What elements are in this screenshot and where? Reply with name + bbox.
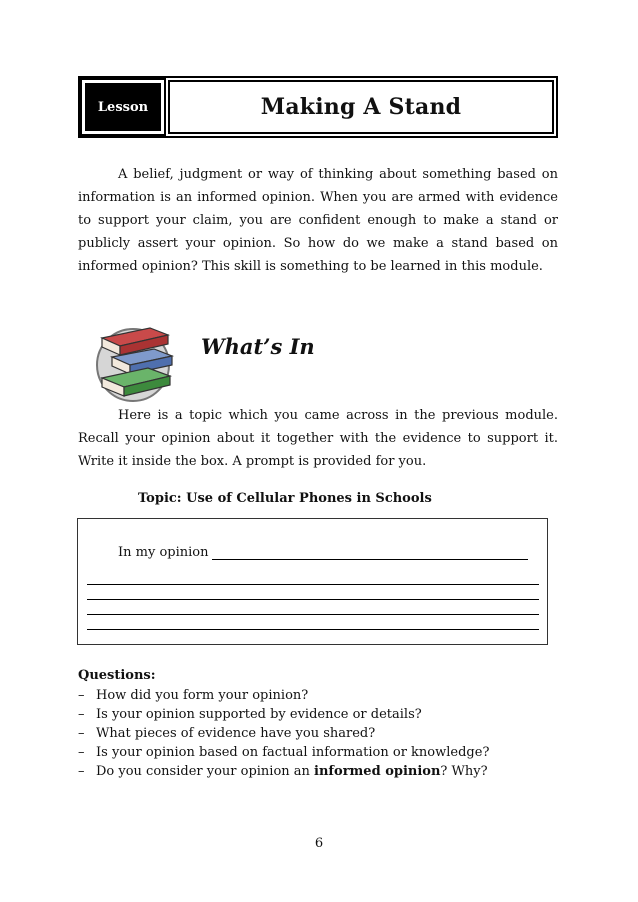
list-item <box>78 743 489 762</box>
opinion-prompt: In my opinion <box>118 545 209 560</box>
opinion-blank[interactable] <box>212 545 528 560</box>
topic-label: Topic: Use of Cellular Phones in Schools <box>138 491 432 506</box>
list-item <box>78 686 489 705</box>
question-text-after: ? Why? <box>440 764 488 779</box>
question-text: Is your opinion supported by evidence or details? <box>96 707 422 722</box>
question-text: What pieces of evidence have you shared? <box>96 726 376 741</box>
questions-heading: Questions: <box>78 668 156 683</box>
question-text: Is your opinion based on factual information or knowledge? <box>96 745 490 760</box>
dash-bullet: – <box>78 745 85 760</box>
list-item <box>78 705 489 724</box>
dash-bullet: – <box>78 764 85 779</box>
list-item <box>78 762 489 781</box>
whats-in-title: What’s In <box>201 334 315 359</box>
dash-bullet: – <box>78 688 85 703</box>
whats-in-text: Here is a topic which you came across in the previous module. Recall your opinion about it together with the evidence to support it. Write it inside the box. A prompt is provided for you. <box>78 408 558 469</box>
whats-in-paragraph <box>78 404 558 473</box>
answer-line[interactable] <box>87 584 539 585</box>
page-number: 6 <box>314 836 324 851</box>
questions-list <box>78 686 489 781</box>
dash-bullet: – <box>78 707 85 722</box>
list-item <box>78 724 489 743</box>
lesson-title: Making A Stand <box>168 80 554 134</box>
answer-line[interactable] <box>87 629 539 630</box>
books-icon <box>92 321 178 403</box>
question-text <box>96 762 488 781</box>
answer-line[interactable] <box>87 614 539 615</box>
intro-paragraph <box>78 163 558 278</box>
question-text: How did you form your opinion? <box>96 688 309 703</box>
question-text-bold: informed opinion <box>314 764 441 779</box>
answer-line[interactable] <box>87 599 539 600</box>
opinion-prompt-row <box>118 545 528 560</box>
lesson-tag: Lesson <box>82 80 164 134</box>
intro-text: A belief, judgment or way of thinking about something based on information is an informed opinion. When you are armed with evidence to support your claim, you are confident enough to make a stand or publicly assert your opinion. So how do we make a stand based on informed opinion? This skill is something to be learned in this module. <box>78 167 558 274</box>
dash-bullet: – <box>78 726 85 741</box>
answer-box[interactable] <box>77 518 548 645</box>
lesson-banner <box>78 76 558 138</box>
question-text-before: Do you consider your opinion an <box>96 764 315 779</box>
